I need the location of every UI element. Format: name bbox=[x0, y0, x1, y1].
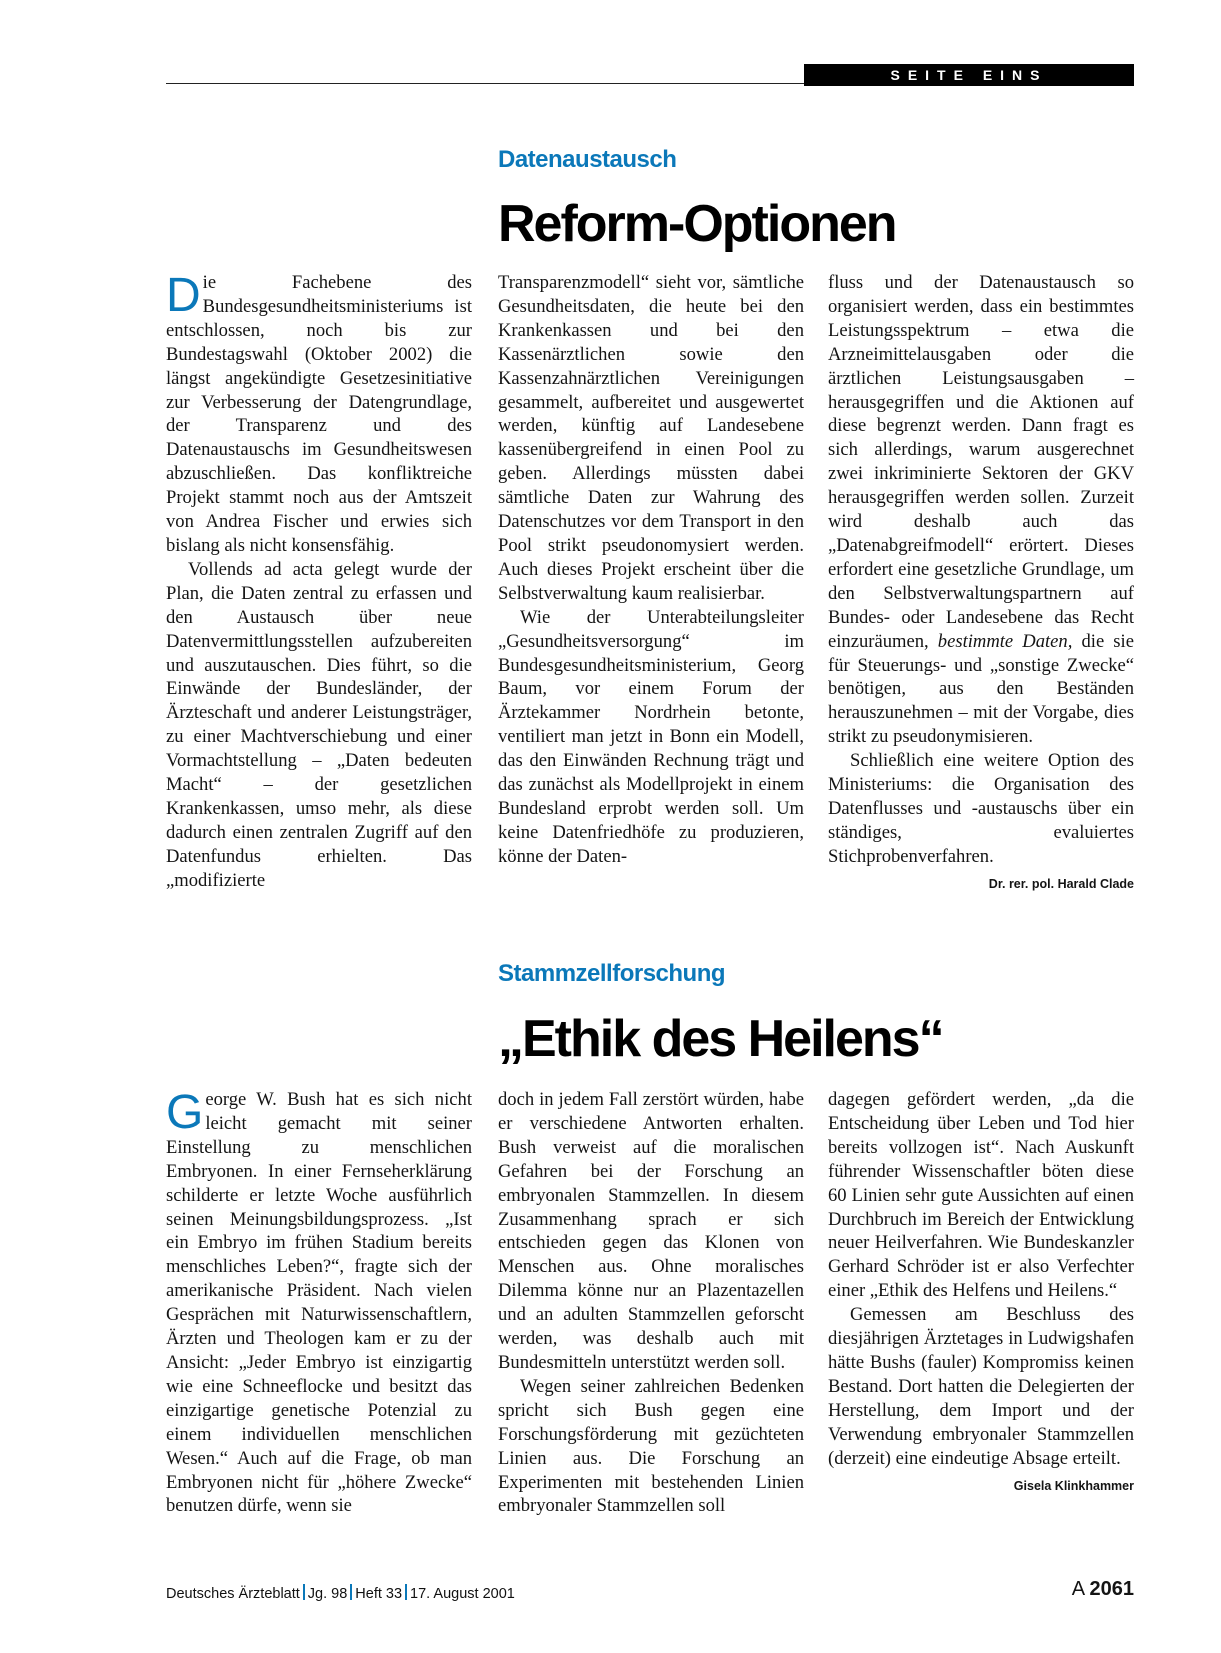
page-prefix: A bbox=[1071, 1578, 1084, 1600]
paragraph bbox=[828, 1303, 1134, 1493]
paragraph: Vollends ad acta gelegt wurde der Plan, die Daten zentral zu erfassen und den Austausch über neue Datenvermittlungsstellen aufzubereiten und auszutauschen. Dies führt, so die Einwände der Bundesländer, der Ärzteschaft und anderer Leistungsträger, zu einer Machtverschiebung und einer Vormachtstellung – „Daten bedeuten Macht“ – der gesetzlichen Krankenkassen, umso mehr, als diese dadurch einen zentralen Zugriff auf den Datenfundus erhielten. Das „modifizierte bbox=[166, 558, 472, 891]
emphasis-text: bestimmte Daten, bbox=[937, 630, 1073, 652]
footer-separator bbox=[350, 1584, 352, 1600]
paragraph-text: die sie für Steuerungs- und „sonstige Zwecke“ benötigen, aus den Beständen herauszunehmen – mit der Vorgabe, dies strikt zu pseudonymisieren. bbox=[828, 630, 1134, 748]
article1-column-3 bbox=[828, 271, 1134, 897]
paragraph bbox=[166, 1088, 472, 1518]
article2-column-3 bbox=[828, 1088, 1134, 1498]
footer-separator bbox=[303, 1584, 305, 1600]
author-byline: Gisela Klinkhammer bbox=[1013, 1478, 1134, 1493]
issue: Heft 33 bbox=[355, 1586, 403, 1602]
journal-name: Deutsches Ärzteblatt bbox=[166, 1586, 300, 1602]
paragraph bbox=[828, 271, 1134, 749]
paragraph: Wegen seiner zahlreichen Bedenken spricht sich Bush gegen eine Forschungsförderung mit gezüchteten Linien aus. Die Forschung an Experimenten mit bestehenden Linien embryonaler Stammzellen soll bbox=[498, 1375, 804, 1517]
section-label: SEITE EINS bbox=[804, 64, 1134, 86]
paragraph-text: ie Fachebene des Bundesgesundheitsministeriums ist entschlossen, noch bis zur Bundestagswahl (Oktober 2002) die längst angekündigte Gesetzesinitiative zur Verbesserung der Datengrundlage, der Transparenz und des Datenaustauschs im Gesundheitswesen abzuschließen. Das konfliktreiche Projekt stammt noch aus der Amtszeit von Andrea Fischer und erwies sich bislang als nicht konsensfähig. bbox=[166, 272, 472, 556]
footer-citation bbox=[166, 1584, 515, 1602]
header-rule bbox=[166, 83, 806, 84]
article1-kicker: Datenaustausch bbox=[498, 146, 677, 173]
article1-column-2 bbox=[498, 271, 804, 869]
article2-kicker: Stammzellforschung bbox=[498, 960, 726, 987]
paragraph: dagegen gefördert werden, „da die Entscheidung über Leben und Tod hier bereits vollzogen ist“. Nach Auskunft führender Wissenschaftler böten diese 60 Linien sehr gute Aussichten auf einen Durchbruch im Bereich der Entwicklung neuer Heilverfahren. Wie Bundeskanzler Gerhard Schröder ist er also Verfechter einer „Ethik des Helfens und Heilens.“ bbox=[828, 1089, 1134, 1302]
volume: Jg. 98 bbox=[307, 1586, 348, 1602]
page-number-value: 2061 bbox=[1089, 1578, 1134, 1600]
paragraph: Transparenzmodell“ sieht vor, sämtliche Gesundheitsdaten, die heute bei den Krankenkassen und bei den Kassenärztlichen sowie den Kassenzahnärztlichen Vereinigungen gesammelt, aufbereitet und ausgewertet werden, künftig auf Landesebene kassenübergreifend in einen Pool zu geben. Allerdings müssten dabei sämtliche Daten zur Wahrung des Datenschutzes vor dem Transport in den Pool strikt pseudonomysiert werden. Auch dieses Projekt erscheint über die Selbstverwaltung kaum realisierbar. bbox=[498, 272, 804, 604]
article2-column-2 bbox=[498, 1088, 804, 1518]
drop-cap: D bbox=[166, 269, 201, 322]
paragraph: Wie der Unterabteilungsleiter „Gesundheitsversorgung“ im Bundesgesundheitsministerium, Georg Baum, vor einem Forum der Ärztekammer Nordrhein betonte, ventiliert man jetzt in Bonn ein Modell, das den Einwänden Rechnung trägt und das zunächst als Modellprojekt in einem Bundesland erprobt werden soll. Um keine Datenfriedhöfe zu produzieren, könne der Daten- bbox=[498, 606, 804, 867]
article2-headline: „Ethik des Heilens“ bbox=[498, 1010, 943, 1068]
paragraph-text: fluss und der Datenaustausch so organisiert werden, dass ein bestimmtes Leistungsspektrum – etwa die Arzneimittelausgaben oder die ärztlichen Leistungsausgaben – herausgegriffen und die Aktionen auf diese begrenzt werden. Dann fragt es sich allerdings, warum ausgerechnet zwei inkriminierte Sektoren der GKV herausgegriffen werden sollen. Zurzeit wird deshalb auch das „Datenabgreifmodell“ erörtert. Dieses erfordert eine gesetzliche Grundlage, um den Selbstverwaltungspartnern auf Bundes- oder Landesebene das Recht einzuräumen, bbox=[828, 272, 1134, 652]
paragraph-text: eorge W. Bush hat es sich nicht leicht gemacht mit seiner Einstellung zu menschlichen Embryonen. In einer Fernseherklärung schilderte er letzte Woche ausführlich seinen Meinungsbildungsprozess. „Ist ein Embryo im frühen Stadium bereits menschliches Leben?“, fragte sich der amerikanische Präsident. Nach vielen Gesprächen mit Naturwissenschaftlern, Ärzten und Theologen kam er zu der Ansicht: „Jeder Embryo ist einzigartig wie eine Schneeflocke und besitzt das einzigartige genetische Potenzial zu einem individuellen menschlichen Wesen.“ Auch auf die Frage, ob man Embryonen nicht für „höhere Zwecke“ benutzen dürfe, wenn sie bbox=[166, 1089, 472, 1517]
page-number bbox=[1072, 1578, 1134, 1601]
paragraph bbox=[828, 749, 1134, 891]
paragraph-text: Schließlich eine weitere Option des Ministeriums: die Organisation des Datenflusses und -austauschs über ein ständiges, evaluiertes Stichprobenverfahren. bbox=[828, 750, 1134, 867]
footer-separator bbox=[405, 1584, 407, 1600]
issue-date: 17. August 2001 bbox=[410, 1586, 515, 1602]
drop-cap: G bbox=[166, 1086, 204, 1139]
author-byline: Dr. rer. pol. Harald Clade bbox=[988, 876, 1134, 891]
article1-headline: Reform-Optionen bbox=[498, 195, 896, 253]
article1-column-1 bbox=[166, 271, 472, 893]
paragraph-text: Gemessen am Beschluss des diesjährigen Ärztetages in Ludwigshafen hätte Bushs (fauler) Kompromiss keinen Bestand. Dort hatten die Delegierten der Herstellung, dem Import und der Verwendung embryonaler Stammzellen (derzeit) eine eindeutige Absage erteilt. bbox=[828, 1304, 1134, 1469]
paragraph bbox=[166, 271, 472, 558]
article2-column-1 bbox=[166, 1088, 472, 1518]
paragraph: doch in jedem Fall zerstört würden, habe er verschiedene Antworten erhalten. Bush verweist auf die moralischen Gefahren bei der Forschung an embryonalen Stammzellen. In diesem Zusammenhang sprach er sich entschieden gegen das Klonen von Menschen aus. Ohne moralisches Dilemma könne nur an Plazentazellen und an adulten Stammzellen geforscht werden, was deshalb auch mit Bundesmitteln unterstützt werden soll. bbox=[498, 1089, 804, 1373]
